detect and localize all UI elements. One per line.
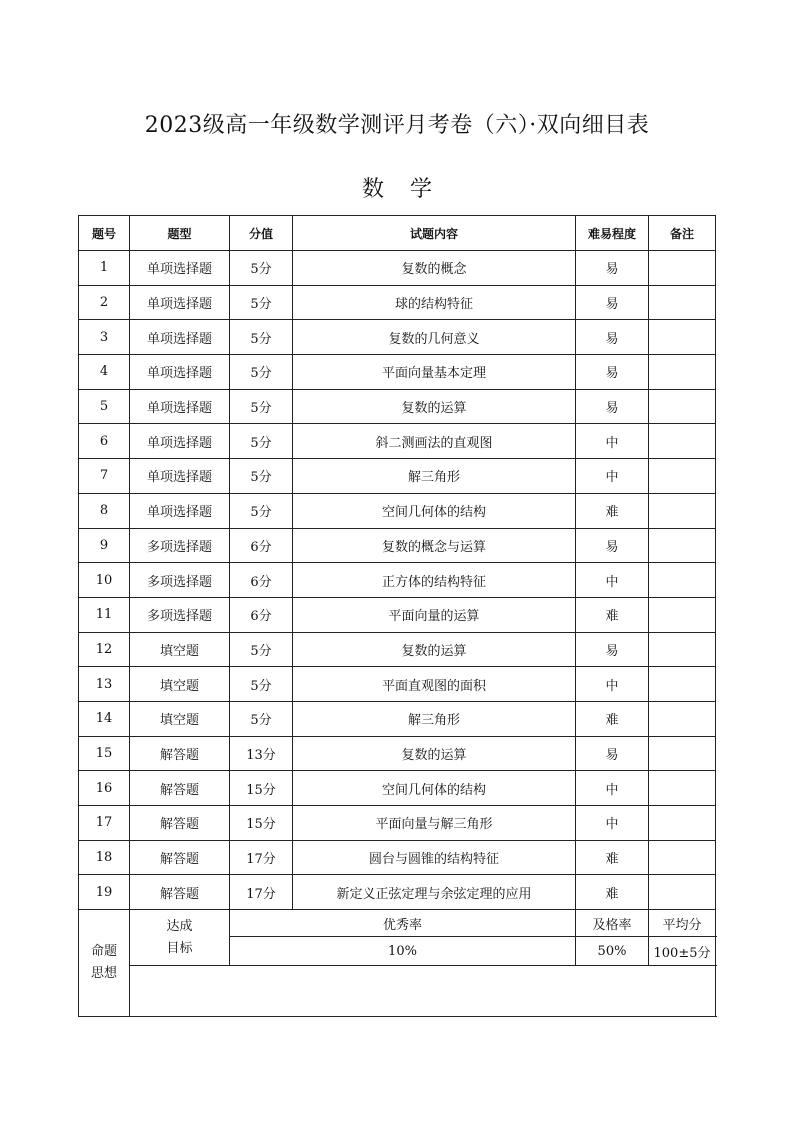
page-title: 2023级高一年级数学测评月考卷（六）·双向细目表 xyxy=(144,113,650,138)
question-note xyxy=(649,251,716,286)
question-score: 5分 xyxy=(230,320,293,355)
question-difficulty: 难 xyxy=(576,493,649,528)
table-header-row xyxy=(79,216,716,251)
metric-value-pass: 50% xyxy=(576,937,649,966)
question-difficulty: 中 xyxy=(576,424,649,459)
question-content: 复数的概念与运算 xyxy=(293,528,576,563)
question-type: 填空题 xyxy=(130,632,230,667)
question-number: 18 xyxy=(79,840,130,875)
question-difficulty: 中 xyxy=(576,459,649,494)
question-number: 2 xyxy=(79,285,130,320)
detail-table xyxy=(78,215,716,1017)
question-score: 5分 xyxy=(230,493,293,528)
question-score: 5分 xyxy=(230,424,293,459)
question-type: 单项选择题 xyxy=(130,285,230,320)
question-number: 10 xyxy=(79,563,130,598)
metric-value-excellent: 10% xyxy=(230,937,576,966)
question-note xyxy=(649,597,716,632)
table-row xyxy=(79,389,716,424)
question-content: 复数的概念 xyxy=(293,251,576,286)
question-difficulty: 难 xyxy=(576,875,649,910)
metric-value-average: 100±5分 xyxy=(649,937,716,966)
subject-heading: 数学 xyxy=(361,177,458,202)
question-note xyxy=(649,771,716,806)
question-number: 17 xyxy=(79,806,130,841)
question-note xyxy=(649,875,716,910)
question-difficulty: 易 xyxy=(576,736,649,771)
question-content: 平面直观图的面积 xyxy=(293,667,576,702)
question-content: 空间几何体的结构 xyxy=(293,771,576,806)
question-difficulty: 易 xyxy=(576,389,649,424)
question-type: 单项选择题 xyxy=(130,424,230,459)
question-difficulty: 易 xyxy=(576,355,649,390)
header-difficulty: 难易程度 xyxy=(576,216,649,251)
question-difficulty: 中 xyxy=(576,667,649,702)
table-row xyxy=(79,563,716,598)
question-content: 平面向量的运算 xyxy=(293,597,576,632)
table-row xyxy=(79,251,716,286)
question-score: 15分 xyxy=(230,771,293,806)
proposition-idea-text: 命题思想 xyxy=(90,944,117,982)
question-score: 5分 xyxy=(230,459,293,494)
question-type: 单项选择题 xyxy=(130,389,230,424)
question-content: 解三角形 xyxy=(293,459,576,494)
header-number: 题号 xyxy=(79,216,130,251)
question-score: 17分 xyxy=(230,875,293,910)
question-content: 复数的运算 xyxy=(293,736,576,771)
question-type: 解答题 xyxy=(130,875,230,910)
proposition-idea-content xyxy=(130,966,716,1017)
metric-label-average: 平均分 xyxy=(649,910,716,937)
question-type: 单项选择题 xyxy=(130,459,230,494)
question-difficulty: 中 xyxy=(576,806,649,841)
table-row xyxy=(79,736,716,771)
question-content: 新定义正弦定理与余弦定理的应用 xyxy=(293,875,576,910)
question-number: 15 xyxy=(79,736,130,771)
question-type: 单项选择题 xyxy=(130,355,230,390)
question-content: 空间几何体的结构 xyxy=(293,493,576,528)
question-difficulty: 难 xyxy=(576,597,649,632)
metric-label-excellent: 优秀率 xyxy=(230,910,576,937)
question-content: 平面向量基本定理 xyxy=(293,355,576,390)
table-row xyxy=(79,285,716,320)
question-content: 复数的几何意义 xyxy=(293,320,576,355)
question-type: 单项选择题 xyxy=(130,493,230,528)
header-score: 分值 xyxy=(230,216,293,251)
question-note xyxy=(649,736,716,771)
metric-label-pass: 及格率 xyxy=(576,910,649,937)
question-note xyxy=(649,806,716,841)
question-note xyxy=(649,320,716,355)
question-note xyxy=(649,840,716,875)
question-note xyxy=(649,424,716,459)
question-note xyxy=(649,701,716,736)
table-row xyxy=(79,701,716,736)
table-row xyxy=(79,875,716,910)
table-row xyxy=(79,320,716,355)
question-content: 复数的运算 xyxy=(293,389,576,424)
question-type: 解答题 xyxy=(130,806,230,841)
question-score: 5分 xyxy=(230,701,293,736)
question-number: 3 xyxy=(79,320,130,355)
question-score: 6分 xyxy=(230,597,293,632)
table-row xyxy=(79,424,716,459)
question-score: 5分 xyxy=(230,285,293,320)
question-content: 复数的运算 xyxy=(293,632,576,667)
proposition-idea-row xyxy=(79,966,716,1017)
question-type: 解答题 xyxy=(130,840,230,875)
table-row xyxy=(79,459,716,494)
question-number: 13 xyxy=(79,667,130,702)
question-note xyxy=(649,632,716,667)
question-note xyxy=(649,389,716,424)
table-row xyxy=(79,806,716,841)
question-number: 6 xyxy=(79,424,130,459)
question-content: 解三角形 xyxy=(293,701,576,736)
table-row xyxy=(79,840,716,875)
question-difficulty: 中 xyxy=(576,771,649,806)
question-content: 正方体的结构特征 xyxy=(293,563,576,598)
question-number: 7 xyxy=(79,459,130,494)
question-number: 4 xyxy=(79,355,130,390)
table-row xyxy=(79,355,716,390)
question-difficulty: 易 xyxy=(576,285,649,320)
question-content: 球的结构特征 xyxy=(293,285,576,320)
question-content: 圆台与圆锥的结构特征 xyxy=(293,840,576,875)
question-number: 12 xyxy=(79,632,130,667)
question-score: 5分 xyxy=(230,355,293,390)
question-note xyxy=(649,563,716,598)
goal-label-row xyxy=(79,910,716,937)
header-type: 题型 xyxy=(130,216,230,251)
question-difficulty: 易 xyxy=(576,528,649,563)
question-number: 14 xyxy=(79,701,130,736)
question-type: 解答题 xyxy=(130,736,230,771)
header-content: 试题内容 xyxy=(293,216,576,251)
table-row xyxy=(79,597,716,632)
question-note xyxy=(649,285,716,320)
question-type: 多项选择题 xyxy=(130,563,230,598)
question-note xyxy=(649,493,716,528)
question-type: 多项选择题 xyxy=(130,528,230,563)
question-number: 16 xyxy=(79,771,130,806)
question-note xyxy=(649,667,716,702)
question-type: 解答题 xyxy=(130,771,230,806)
question-number: 1 xyxy=(79,251,130,286)
table-row xyxy=(79,667,716,702)
table-row xyxy=(79,493,716,528)
goal-label-text: 达成目标 xyxy=(166,918,193,956)
proposition-idea-label xyxy=(79,910,130,1017)
question-type: 多项选择题 xyxy=(130,597,230,632)
question-difficulty: 中 xyxy=(576,563,649,598)
question-difficulty: 易 xyxy=(576,632,649,667)
question-score: 6分 xyxy=(230,528,293,563)
question-type: 单项选择题 xyxy=(130,320,230,355)
question-content: 平面向量与解三角形 xyxy=(293,806,576,841)
question-type: 单项选择题 xyxy=(130,251,230,286)
question-difficulty: 易 xyxy=(576,320,649,355)
question-score: 17分 xyxy=(230,840,293,875)
goal-label xyxy=(130,910,230,966)
question-score: 5分 xyxy=(230,632,293,667)
question-content: 斜二测画法的直观图 xyxy=(293,424,576,459)
table-row xyxy=(79,632,716,667)
question-number: 8 xyxy=(79,493,130,528)
question-number: 19 xyxy=(79,875,130,910)
question-number: 11 xyxy=(79,597,130,632)
question-score: 5分 xyxy=(230,667,293,702)
question-difficulty: 难 xyxy=(576,840,649,875)
table-row xyxy=(79,771,716,806)
question-type: 填空题 xyxy=(130,701,230,736)
question-score: 15分 xyxy=(230,806,293,841)
question-type: 填空题 xyxy=(130,667,230,702)
question-difficulty: 难 xyxy=(576,701,649,736)
question-score: 13分 xyxy=(230,736,293,771)
question-note xyxy=(649,459,716,494)
question-number: 5 xyxy=(79,389,130,424)
question-number: 9 xyxy=(79,528,130,563)
question-note xyxy=(649,355,716,390)
header-notes: 备注 xyxy=(649,216,716,251)
question-score: 5分 xyxy=(230,389,293,424)
question-note xyxy=(649,528,716,563)
question-score: 6分 xyxy=(230,563,293,598)
question-difficulty: 易 xyxy=(576,251,649,286)
question-score: 5分 xyxy=(230,251,293,286)
table-row xyxy=(79,528,716,563)
